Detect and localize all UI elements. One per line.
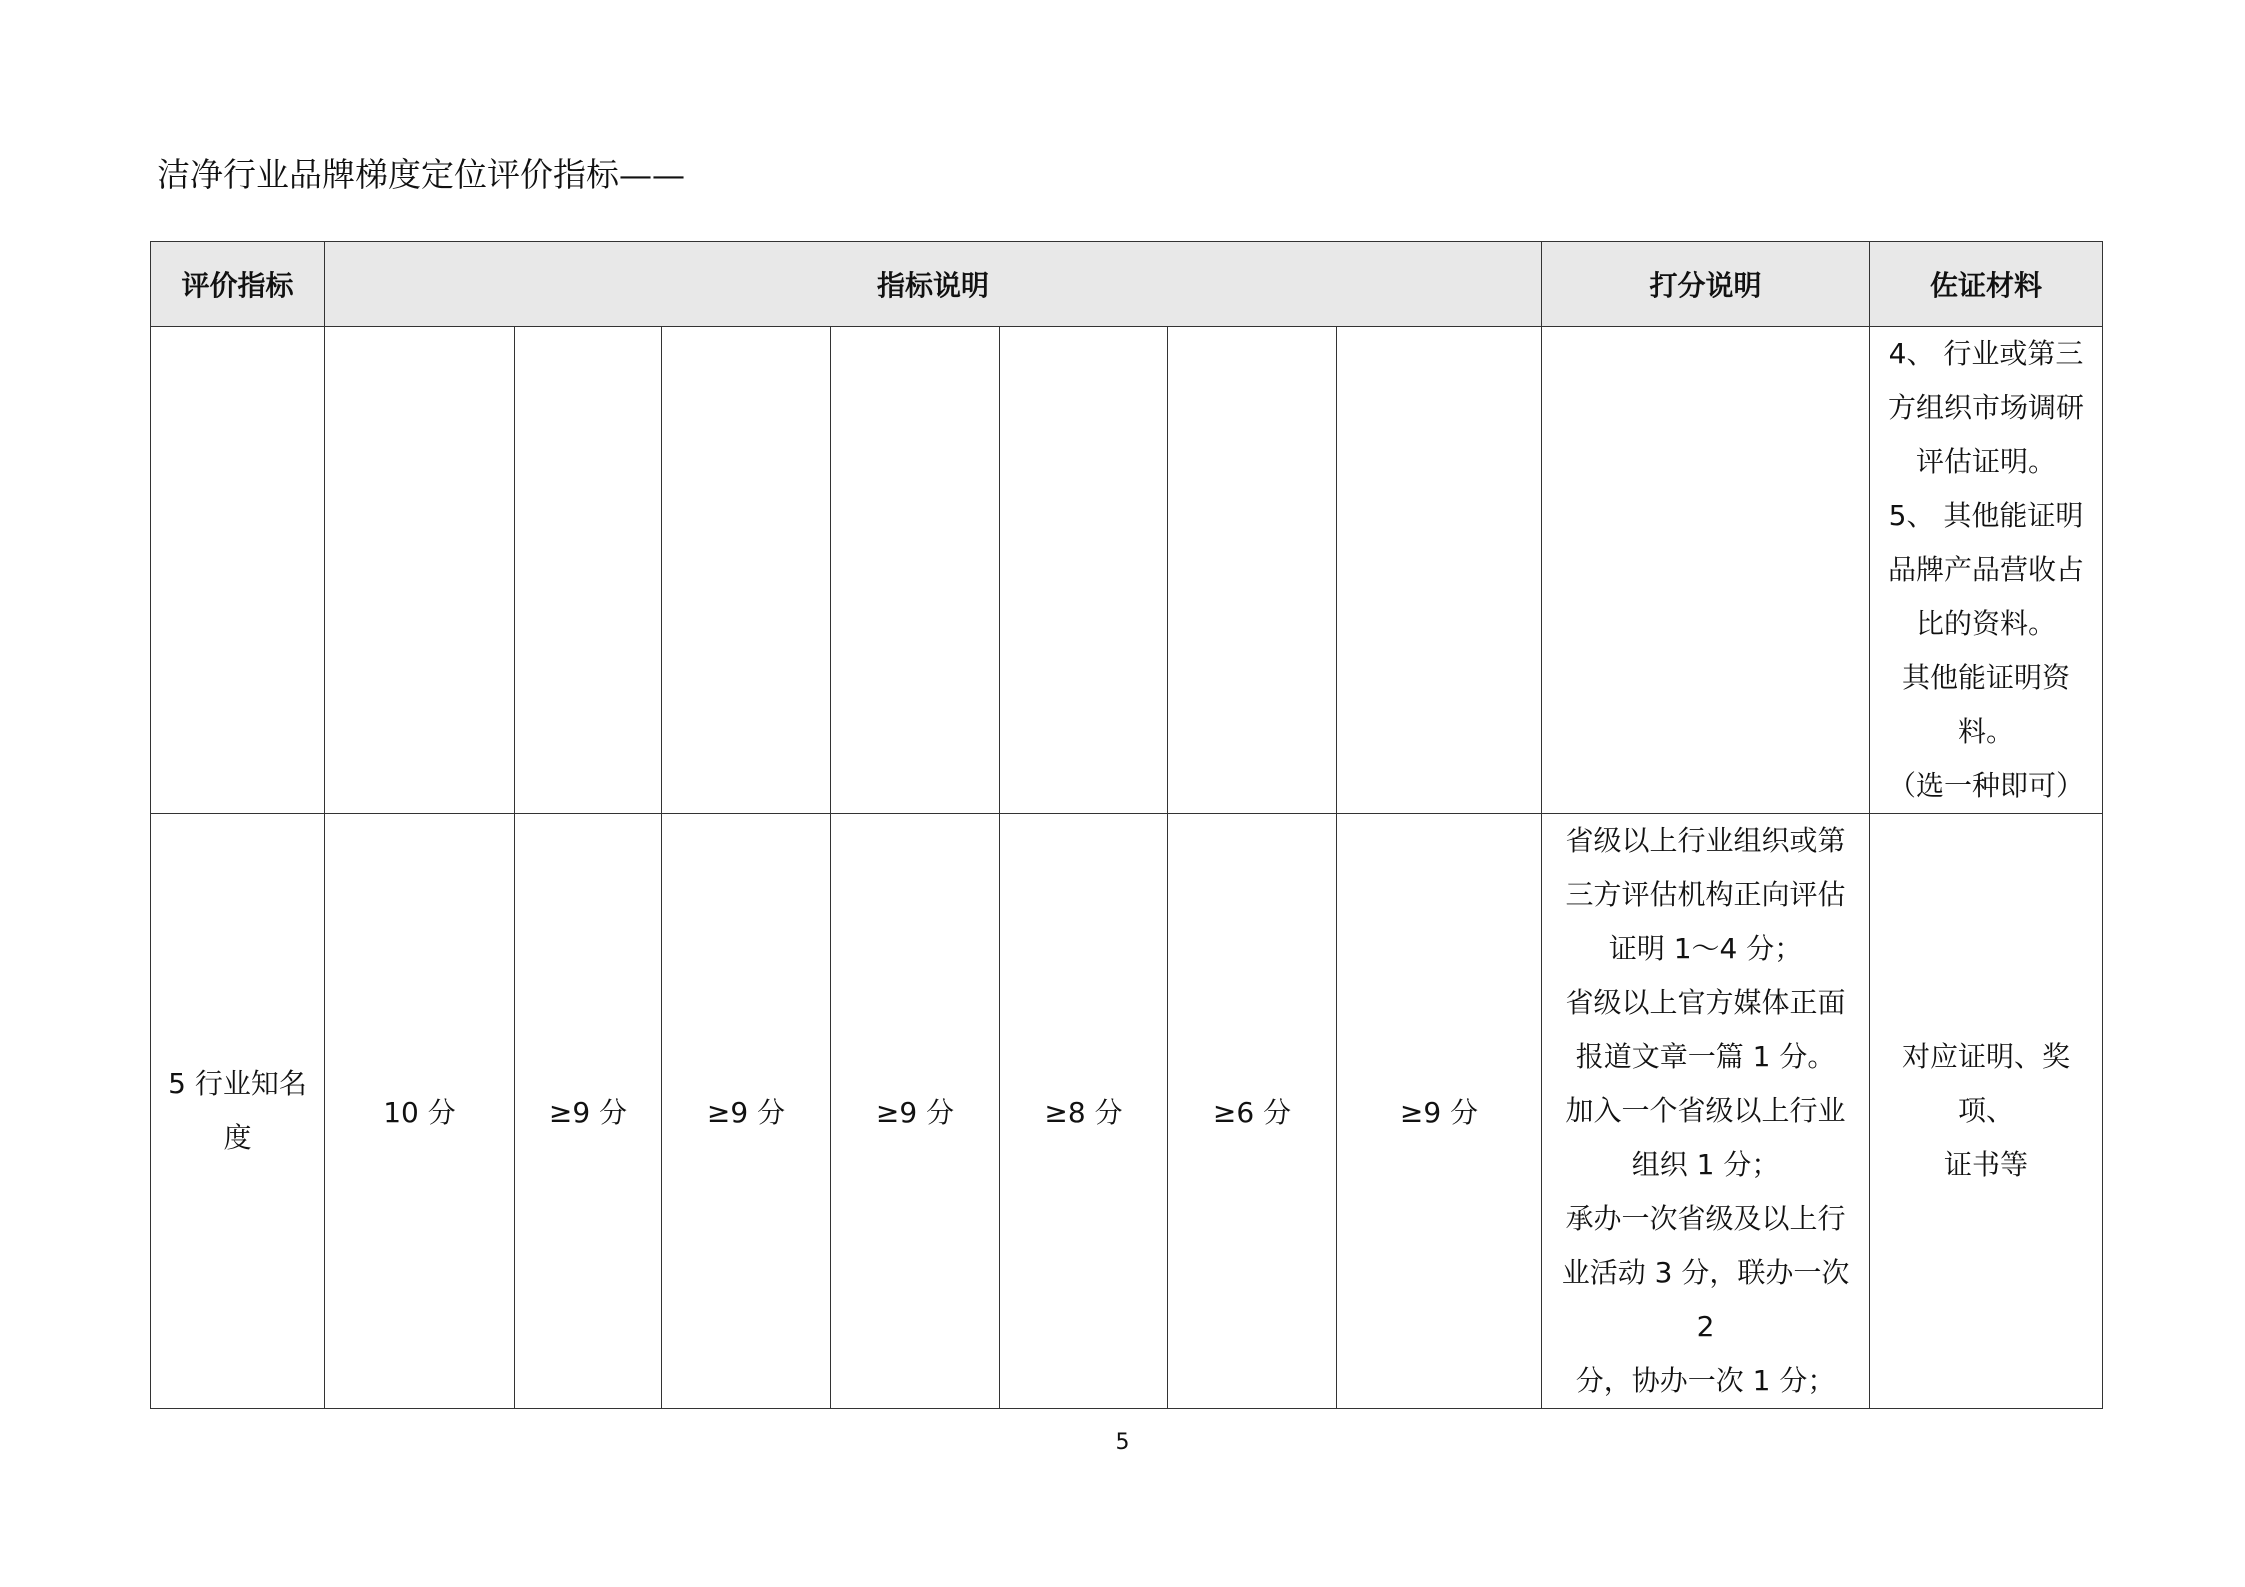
row1-scoring xyxy=(1542,327,1870,814)
row2-scoring-lines xyxy=(1542,814,1869,1408)
row1-value-4 xyxy=(831,327,1000,814)
row1-value-6 xyxy=(1168,327,1337,814)
scoring-line: 证明 1～4 分； xyxy=(1608,932,1803,965)
row2-value-1: 10 分 xyxy=(325,814,515,1409)
scoring-line: 承办一次省级及以上行 xyxy=(1565,1202,1846,1235)
evidence-line: 品牌产品营收占 xyxy=(1888,553,2085,586)
row2-value-7: ≥9 分 xyxy=(1337,814,1542,1409)
row1-value-2 xyxy=(515,327,662,814)
header-indicator: 评价指标 xyxy=(151,242,325,327)
row1-value-5 xyxy=(1000,327,1168,814)
indicator-line: 度 xyxy=(223,1121,252,1154)
header-evidence: 佐证材料 xyxy=(1870,242,2103,327)
row2-evidence xyxy=(1870,814,2103,1409)
scoring-line: 报道文章一篇 1 分。 xyxy=(1575,1040,1836,1073)
row2-evidence-lines xyxy=(1870,1030,2102,1192)
evidence-line: 方组织市场调研 xyxy=(1888,391,2085,424)
row2-value-6: ≥6 分 xyxy=(1168,814,1337,1409)
scoring-line: 业活动 3 分，联办一次 2 xyxy=(1561,1256,1850,1343)
row1-indicator xyxy=(151,327,325,814)
table-header-row xyxy=(151,242,2103,327)
evaluation-table xyxy=(150,241,2103,1409)
indicator-line: 5 行业知名 xyxy=(168,1067,307,1100)
evidence-line: 证书等 xyxy=(1944,1148,2029,1181)
table-row xyxy=(151,814,2103,1409)
row1-evidence-lines xyxy=(1870,327,2102,813)
evidence-line: 评估证明。 xyxy=(1916,445,2057,478)
header-scoring: 打分说明 xyxy=(1542,242,1870,327)
scoring-line: 组织 1 分； xyxy=(1631,1148,1780,1181)
row1-value-1 xyxy=(325,327,515,814)
evidence-line: 4、 行业或第三 xyxy=(1888,337,2084,370)
document-title: 洁净行业品牌梯度定位评价指标—— xyxy=(157,155,685,194)
evidence-line: 5、 其他能证明 xyxy=(1888,499,2084,532)
evidence-line: 料。 xyxy=(1958,715,2015,748)
row1-value-7 xyxy=(1337,327,1542,814)
row2-value-2: ≥9 分 xyxy=(515,814,662,1409)
scoring-line: 加入一个省级以上行业 xyxy=(1565,1094,1846,1127)
scoring-line: 省级以上行业组织或第 xyxy=(1565,824,1846,857)
evidence-line: 比的资料。 xyxy=(1916,607,2057,640)
evidence-line: （选一种即可） xyxy=(1888,769,2085,802)
evidence-line: 对应证明、奖项、 xyxy=(1902,1040,2071,1127)
page-number: 5 xyxy=(1115,1430,1130,1455)
row2-scoring xyxy=(1542,814,1870,1409)
evidence-line: 其他能证明资 xyxy=(1902,661,2071,694)
scoring-line: 三方评估机构正向评估 xyxy=(1565,878,1846,911)
row1-value-3 xyxy=(662,327,831,814)
row2-value-3: ≥9 分 xyxy=(662,814,831,1409)
row1-evidence xyxy=(1870,327,2103,814)
row2-indicator-lines xyxy=(151,1057,324,1165)
scoring-line: 省级以上官方媒体正面 xyxy=(1565,986,1846,1019)
scoring-line: 分，协办一次 1 分； xyxy=(1575,1364,1836,1397)
row2-indicator xyxy=(151,814,325,1409)
table-row xyxy=(151,327,2103,814)
row2-value-5: ≥8 分 xyxy=(1000,814,1168,1409)
header-description: 指标说明 xyxy=(325,242,1542,327)
row2-value-4: ≥9 分 xyxy=(831,814,1000,1409)
